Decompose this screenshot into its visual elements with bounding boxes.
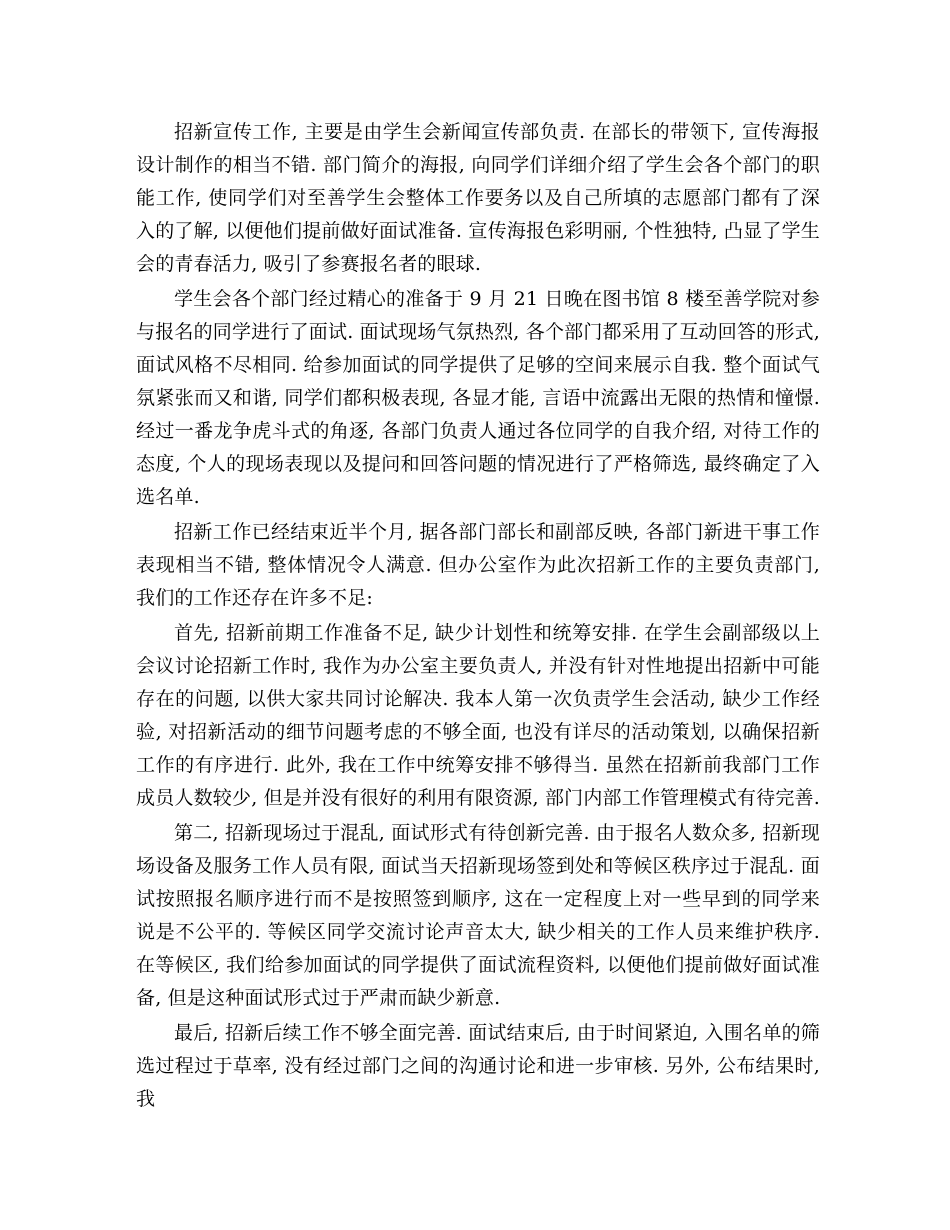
paragraph-second-issue: 第二, 招新现场过于混乱, 面试形式有待创新完善. 由于报名人数众多, 招新现场设备及服务工作人员有限, 面试当天招新现场签到处和等候区秩序过于混乱. 面试按照报名顺序进行而不是按照签到顺序, 这在一定程度上对一些早到的同学来说是不公平的. 等候区同学交流讨论声音太大, 缺少相关的工作人员来维护秩序. 在等候区, 我们给参加面试的同学提供了面试流程资料, 以便他们提前做好面试准备, 但是这种面试形式过于严肃而缺少新意.	[136, 822, 820, 1009]
paragraph-recruitment-publicity: 招新宣传工作, 主要是由学生会新闻宣传部负责. 在部长的带领下, 宣传海报设计制作的相当不错. 部门简介的海报, 向同学们详细介绍了学生会各个部门的职能工作, 使同学们对至善学生会整体工作要务以及自己所填的志愿部门都有了深入的了解, 以便他们提前做好面试准备. 宣传海报色彩明丽, 个性独特, 凸显了学生会的青春活力, 吸引了参赛报名者的眼球.	[136, 121, 820, 275]
paragraph-summary: 招新工作已经结束近半个月, 据各部门部长和副部反映, 各部门新进干事工作表现相当不错, 整体情况令人满意. 但办公室作为此次招新工作的主要负责部门, 我们的工作还存在许多不足:	[136, 521, 820, 609]
paragraph-last-issue: 最后, 招新后续工作不够全面完善. 面试结束后, 由于时间紧迫, 入围名单的筛选过程过于草率, 没有经过部门之间的沟通讨论和进一步审核. 另外, 公布结果时, 我	[136, 1022, 820, 1110]
paragraph-first-issue: 首先, 招新前期工作准备不足, 缺少计划性和统筹安排. 在学生会副部级以上会议讨论招新工作时, 我作为办公室主要负责人, 并没有针对性地提出招新中可能存在的问题, 以供大家共同讨论解决. 我本人第一次负责学生会活动, 缺少工作经验, 对招新活动的细节问题考虑的不够全面, 也没有详尽的活动策划, 以确保招新工作的有序进行. 此外, 我在工作中统筹安排不够得当. 虽然在招新前我部门工作成员人数较少, 但是并没有很好的利用有限资源, 部门内部工作管理模式有待完善.	[136, 622, 820, 809]
document-body	[136, 116, 820, 1118]
paragraph-interview: 学生会各个部门经过精心的准备于 9 月 21 日晚在图书馆 8 楼至善学院对参与报名的同学进行了面试. 面试现场气氛热烈, 各个部门都采用了互动回答的形式, 面试风格不尽相同. 给参加面试的同学提供了足够的空间来展示自我. 整个面试气氛紧张而又和谐, 同学们都积极表现, 各显才能, 言语中流露出无限的热情和憧憬. 经过一番龙争虎斗式的角逐, 各部门负责人通过各位同学的自我介绍, 对待工作的态度, 个人的现场表现以及提问和回答问题的情况进行了严格筛选, 最终确定了入选名单.	[136, 288, 820, 508]
